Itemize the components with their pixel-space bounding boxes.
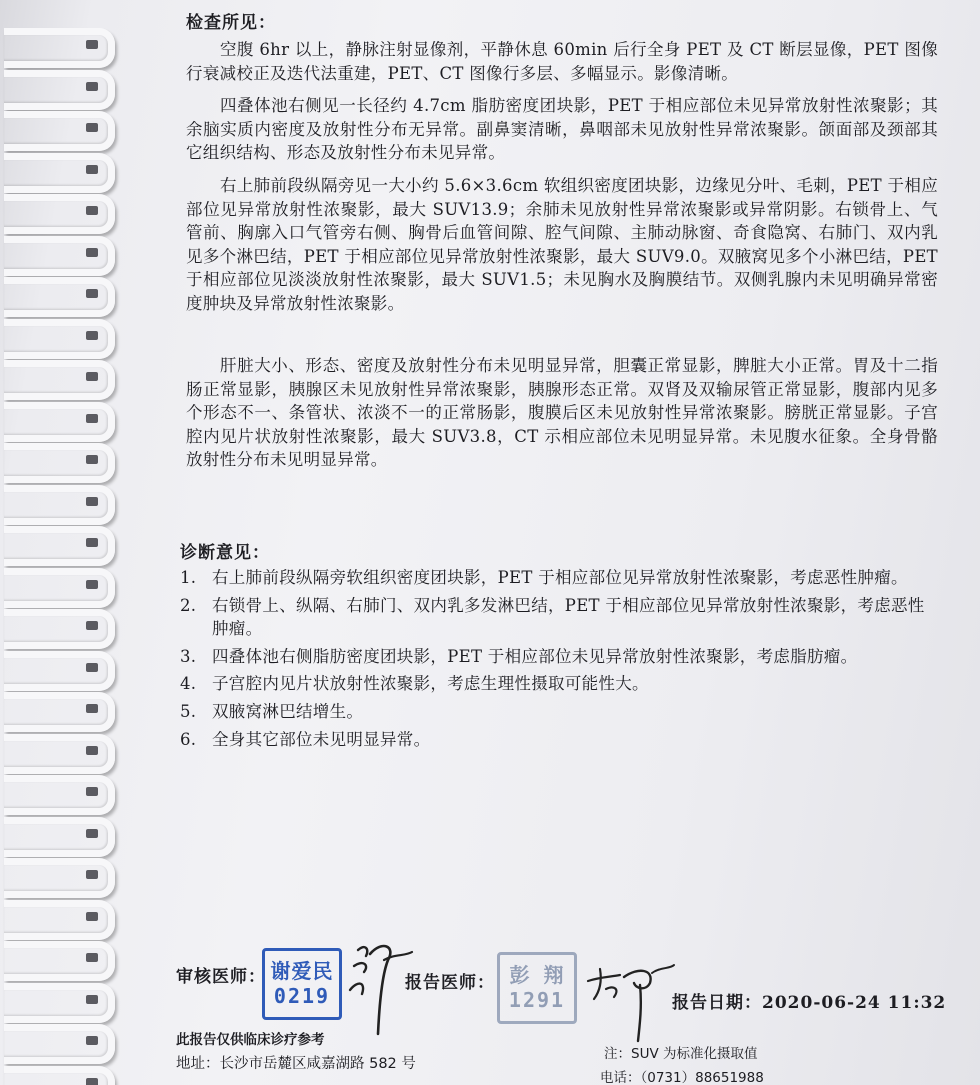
diagnosis-item [180,594,950,641]
reviewer-stamp [262,948,342,1020]
reviewer-stamp-name: 谢爱民 [270,959,334,983]
binding-ring [4,568,115,608]
binding-ring [4,858,115,898]
reporter-label: 报告医师： [405,973,495,993]
suv-note: 注：SUV 为标准化摄取值 [604,1046,758,1062]
binding-ring [4,194,115,234]
binding-hole [86,663,98,672]
binding-ring [4,360,115,400]
binding-ring [4,70,115,110]
diagnosis-item-number: 5. [180,701,197,721]
report-date-label: 报告日期： [672,993,762,1013]
reviewer-label: 审核医师： [176,967,266,987]
binding-ring [4,983,115,1023]
binding-hole [86,704,98,713]
binding-hole [86,165,98,174]
binding-hole [86,206,98,215]
binding-ring [4,526,115,566]
binding-hole [86,372,98,381]
binding-hole [86,331,98,340]
diagnosis-item [180,728,950,752]
diagnosis-item [180,672,950,696]
diagnosis-item [180,566,950,590]
report-date-block [672,988,946,1013]
findings-paragraph-chest: 右上肺前段纵隔旁见一大小约 5.6×3.6cm 软组织密度团块影，边缘见分叶、毛刺，PET 于相应部位见异常放射性浓聚影，最大 SUV13.9；余肺未见放射性异常浓聚影或异常阴影。右锁骨上、气管前、胸廓入口气管旁右侧、胸骨后血管间隙、腔气间隙、主肺动脉窗、奇食隐窝、右肺门、双内乳见多个淋巴结，PET 于相应部位见异常放射性浓聚影，最大 SUV9.0。双腋窝见多个小淋巴结，PET 于相应部位见淡淡放射性浓聚影，最大 SUV1.5；未见胸水及胸膜结节。双侧乳腺内未见明确异常密度肿块及异常放射性浓聚影。 [186,176,938,313]
binding-ring [4,402,115,442]
diagnosis-item [180,645,950,669]
diagnosis-item-number: 2. [180,595,197,615]
binding-ring [4,1066,115,1085]
diagnosis-item-text: 四叠体池右侧脂肪密度团块影，PET 于相应部位未见异常放射性浓聚影，考虑脂肪瘤。 [212,646,858,666]
binding-ring [4,1024,115,1064]
phone-text: 电话：（0731）88651988 [600,1070,764,1085]
diagnosis-item-number: 1. [180,568,197,587]
binding-hole [86,455,98,464]
binding-hole [86,40,98,49]
binding-ring [4,277,115,317]
binding-ring [4,941,115,981]
binding-hole [86,538,98,547]
diagnosis-item [180,700,950,724]
binding-ring [4,319,115,359]
binding-ring [4,485,115,525]
binding-ring [4,817,115,857]
binding-hole [86,621,98,630]
binding-hole [86,497,98,506]
binding-ring [4,236,115,276]
binding-hole [86,787,98,796]
binding-ring [4,28,115,68]
binding-hole [86,1036,98,1045]
disclaimer-text: 此报告仅供临床诊疗参考 [176,1032,325,1048]
diagnosis-item-number: 3. [180,646,197,666]
reporter-stamp-name: 彭 翔 [509,963,565,987]
binding-hole [86,912,98,921]
diagnosis-item-text: 右上肺前段纵隔旁软组织密度团块影，PET 于相应部位见异常放射性浓聚影，考虑恶性肿瘤。 [212,568,908,587]
diagnosis-list [180,566,950,755]
report-date-value: 2020-06-24 11:32 [762,993,947,1013]
diagnosis-heading: 诊断意见： [180,543,270,563]
diagnosis-item-text: 子宫腔内见片状放射性浓聚影，考虑生理性摄取可能性大。 [212,674,649,694]
findings-paragraph-head-neck: 四叠体池右侧见一长径约 4.7cm 脂肪密度团块影，PET 于相应部位未见异常放射性浓聚影；其余脑实质内密度及放射性分布无异常。副鼻窦清晰，鼻咽部未见放射性异常浓聚影。颌面部及颈部其它组织结构、形态及放射性分布未见异常。 [186,96,938,163]
diagnosis-item-number: 4. [180,674,197,694]
binding-hole [86,414,98,423]
address-text: 地址：长沙市岳麓区咸嘉湖路 582 号 [176,1056,416,1072]
spiral-binding [0,0,110,1085]
binding-ring [4,692,115,732]
binding-hole [86,123,98,132]
findings-paragraph-procedure: 空腹 6hr 以上，静脉注射显像剂，平静休息 60min 后行全身 PET 及 CT 断层显像，PET 图像行衰减校正及迭代法重建，PET、CT 图像行多层、多幅显示。影像清晰。 [186,40,938,83]
diagnosis-item-text: 右锁骨上、纵隔、右肺门、双内乳多发淋巴结，PET 于相应部位见异常放射性浓聚影，考虑恶性肿瘤。 [212,595,925,639]
binding-ring [4,443,115,483]
binding-hole [86,870,98,879]
findings-paragraph-abdomen: 肝脏大小、形态、密度及放射性分布未见明显异常，胆囊正常显影，脾脏大小正常。胃及十二指肠正常显影，胰腺区未见放射性异常浓聚影，胰腺形态正常。双肾及双输尿管正常显影，腹部内见多个形态不一、条管状、浓淡不一的正常肠影，腹膜后区未见放射性异常浓聚影。膀胱正常显影。子宫腔内见片状放射性浓聚影，最大 SUV3.8，CT 示相应部位未见明显异常。未见腹水征象。全身骨骼放射性分布未见明显异常。 [186,356,938,470]
binding-hole [86,289,98,298]
diagnosis-item-number: 6. [180,729,197,749]
binding-ring [4,111,115,151]
binding-hole [86,248,98,257]
binding-ring [4,153,115,193]
findings-heading: 检查所见： [186,13,276,33]
binding-ring [4,651,115,691]
reporter-signature [580,955,680,1045]
binding-hole [86,829,98,838]
binding-hole [86,1078,98,1085]
diagnosis-item-text: 双腋窝淋巴结增生。 [212,701,364,721]
binding-hole [86,995,98,1004]
binding-ring [4,734,115,774]
binding-hole [86,82,98,91]
reporter-stamp-code: 1291 [508,988,566,1012]
binding-hole [86,580,98,589]
binding-hole [86,953,98,962]
binding-ring [4,775,115,815]
binding-ring [4,609,115,649]
reporter-stamp [497,952,577,1024]
binding-ring [4,900,115,940]
binding-hole [86,746,98,755]
diagnosis-item-text: 全身其它部位未见明显异常。 [212,729,431,749]
reviewer-stamp-code: 0219 [273,984,331,1008]
